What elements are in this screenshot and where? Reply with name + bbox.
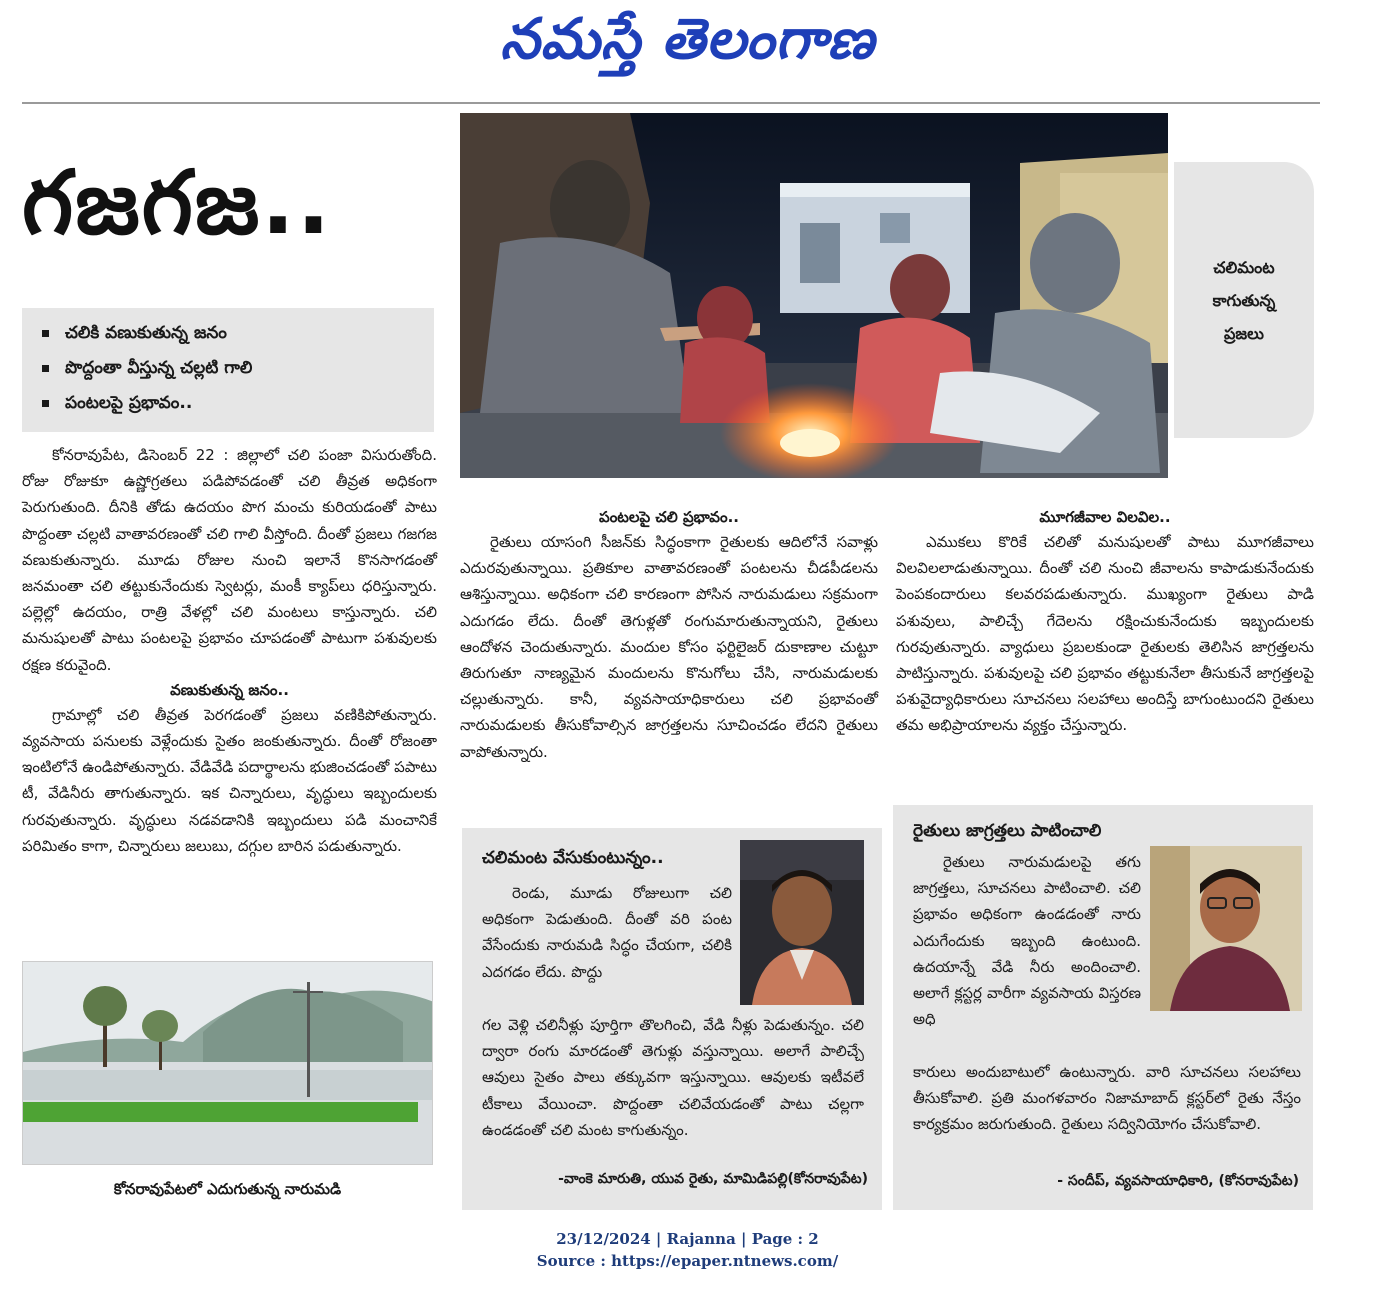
masthead-rule	[22, 102, 1320, 104]
bonfire-photo	[460, 113, 1168, 478]
highlight-item: చలికి వణుకుతున్న జనం	[42, 316, 414, 351]
section-subhead: మూగజీవాల విలవిల..	[1039, 508, 1171, 526]
quote-box-title: రైతులు జాగ్రత్తలు పాటించాలి	[913, 821, 1102, 841]
farmer-portrait-photo	[740, 840, 864, 1005]
officer-portrait-photo	[1150, 846, 1302, 1011]
article-paragraph: గ్రామాల్లో చలి తీవ్రత పెరగడంతో ప్రజలు వణికిపోతున్నారు. వ్యవసాయ పనులకు వెళ్లేందుకు సైతం జంకుతున్నారు. దీంతో రోజంతా ఇంటిలోనే ఉండిపోతున్నారు. వేడివేడి పదార్థాలను భుజించడంతో పపాటు టీ, వేడినీరు తాగుతున్నారు. ఇక చిన్నారులు, వృద్ధులు ఇబ్బందులకు గురవుతున్నారు. వృద్ధులు నడవడానికి ఇబ్బందులు పడి మంచానికే పరిమితం కాగా, చిన్నారులు జలుబు, దగ్గుల బారిన పడుతున్నారు.	[22, 705, 437, 855]
officer-quote-box	[893, 805, 1313, 1210]
quote-box-title: చలిమంట వేసుకుంటున్నం..	[482, 848, 664, 868]
quote-paragraph: గల వెళ్లి చలినీళ్లు పూర్తిగా తొలగించి, వేడి నీళ్లు పెడుతున్నం. చలి ద్వారా రంగు మారడంతో తెగుళ్లు వస్తున్నాయి. అలాగే పాలిచ్చే ఆవులు సైతం పాలు తక్కువగా ఇస్తున్నాయి. ఆవులకు ఇటీవలే టీకాలు వేయించా. పొద్దంతా చలివేయడంతో పాటు చల్లగా ఉండడంతో చలి మంట కాగుతున్నం.	[482, 1016, 864, 1139]
quote-paragraph: రైతులు నారుమడులపై తగు జాగ్రత్తలు, సూచనలు పాటించాలి. చలి ప్రభావం అధికంగా ఉండడంతో నారు ఎదుగేందుకు ఇబ్బంది ఉంటుంది. ఉదయాన్నే వేడి నీరు అందించాలి. అలాగే క్లస్టర్ల వారీగా వ్యవసాయ విస్తరణ అధి	[913, 853, 1141, 1029]
photo-caption-box	[1174, 162, 1314, 438]
article-column-3	[896, 505, 1314, 739]
article-paragraph: ఎముకలు కొరికే చలితో మనుషులతో పాటు మూగజీవాలు విలవిలలాడుతున్నాయి. దీంతో చలి నుంచి జీవాలను కాపాడుకునేందుకు పెంపకందారులు కలవరపడుతున్నారు. ముఖ్యంగా రైతులు పాడి పశువులు, పాలిచ్చే గేదెలను రక్షించుకునేందుకు ఇబ్బందులకు గురవుతున్నారు. వ్యాధులు ప్రబలకుండా రైతులకు తెలిసిన జాగ్రత్తలను పాటిస్తున్నారు. పశువులపై చలి ప్రభావం తట్టుకునేలా తీసుకునే జాగ్రత్తలపై పశువైద్యాధికారులు సూచనలు సలహాలు అందిస్తే బాగుంటుందని రైతులు తమ అభిప్రాయాలను వ్యక్తం చేస్తున్నారు.	[896, 533, 1314, 735]
article-paragraph: రైతులు యాసంగి సీజన్‌కు సిద్ధంకాగా రైతులకు ఆదిలోనే సవాళ్లు ఎదురవుతున్నాయి. ప్రతికూల వాతావరణంతో పంటలను చీడపీడలను ఆశిస్తున్నాయి. అధికంగా చలి కారణంగా పోసిన నారుమడులు సక్రమంగా ఎదుగడం లేదు. దీంతో తెగుళ్లతో రంగుమారుతున్నాయని, రైతులు ఆందోళన చెందుతున్నారు. మందుల కోసం ఫర్టిలైజర్ దుకాణాల చుట్టూ తిరుగుతూ నాణ్యమైన మందులను కొనుగోలు చేసి, నారుమడులకు చల్లుతున్నారు. కానీ, వ్యవసాయాధికారులు చలి ప్రభావంతో నారుమడులకు తీసుకోవాల్సిన జాగ్రత్తలను సూచించడం లేదని రైతులు వాపోతున్నారు.	[460, 533, 878, 761]
article-column-2	[460, 505, 878, 765]
bullet-square-icon	[42, 400, 49, 407]
photo-caption: చలిమంట కాగుతున్న ప్రజలు	[1212, 257, 1276, 343]
highlight-item: పంటలపై ప్రభావం..	[42, 386, 414, 421]
article-column-1	[22, 442, 437, 859]
section-subhead: వణుకుతున్న జనం..	[170, 680, 289, 699]
section-subhead: పంటలపై చలి ప్రభావం..	[599, 508, 739, 526]
quote-byline: -వాంకె మారుతి, యువ రైతు, మామిడిపల్లి(కోనరావుపేట)	[558, 1171, 868, 1187]
quote-paragraph: కారులు అందుబాటులో ఉంటున్నారు. వారి సూచనలు సలహాలు తీసుకోవాలి. ప్రతి మంగళవారం నిజామాబాద్ క్లస్టర్‌లో రైతు నేస్తం కార్యక్రమం జరుగుతుంది. రైతులు సద్వినియోగం చేసుకోవాలి.	[913, 1063, 1301, 1134]
highlight-item: పొద్దంతా వీస్తున్న చల్లటి గాలి	[42, 351, 414, 386]
footer-date-edition: 23/12/2024 | Rajanna | Page : 2	[556, 1230, 819, 1248]
page-footer	[0, 1228, 1375, 1272]
quote-text	[913, 1059, 1301, 1138]
footer-source: Source : https://epaper.ntnews.com/	[536, 1252, 839, 1270]
farmer-quote-box	[462, 828, 882, 1210]
article-paragraph: కోనరావుపేట, డిసెంబర్ 22 : జిల్లాలో చలి పంజా విసురుతోంది. రోజు రోజుకూ ఉష్ణోగ్రతలు పడిపోవడంతో చలి తీవ్రత అధికంగా పెరుగుతుంది. దీనికి తోడు ఉదయం పొగ మంచు కురియడంతో పాటు పొద్దంతా చల్లటి వాతావరణంతో చలి గాలి వీస్తోంది. దీంతో ప్రజలు గజగజ వణుకుతున్నారు. మూడు రోజుల నుంచి ఇలానే కొనసాగడంతో జనమంతా చలి తట్టుకునేందుకు స్వెటర్లు, మంకీ క్యాప్‌లు ధరిస్తున్నారు. పల్లెల్లో ఉదయం, రాత్రి వేళల్లో చలి మంటలు కాస్తున్నారు. చలి మనుషులతో పాటు పంటలపై ప్రభావం చూపడంతో పాటుగా పశువులకు రక్షణ కరువైంది.	[22, 446, 437, 674]
quote-text	[482, 880, 732, 985]
page-headline: గజగజ..	[22, 151, 333, 254]
quote-paragraph: రెండు, మూడు రోజులుగా చలి అధికంగా పెడుతుంది. దీంతో వరి పంట వేసేందుకు నారుమడి సిద్ధం చేయగా, చలికి ఎదగడం లేదు. పొద్దు	[482, 884, 732, 981]
highlights-box	[22, 308, 434, 432]
bullet-square-icon	[42, 330, 49, 337]
masthead-logo: నమస్తే తెలంగాణ	[500, 6, 875, 72]
bullet-square-icon	[42, 365, 49, 372]
quote-text	[913, 849, 1141, 1032]
quote-text	[482, 1012, 864, 1143]
field-photo-caption: కోనరావుపేటలో ఎదుగుతున్న నారుమడి	[113, 1180, 342, 1198]
quote-byline: - సందీప్, వ్యవసాయాధికారి, (కోనరావుపేట)	[1057, 1173, 1299, 1189]
nursery-field-photo	[22, 961, 433, 1165]
